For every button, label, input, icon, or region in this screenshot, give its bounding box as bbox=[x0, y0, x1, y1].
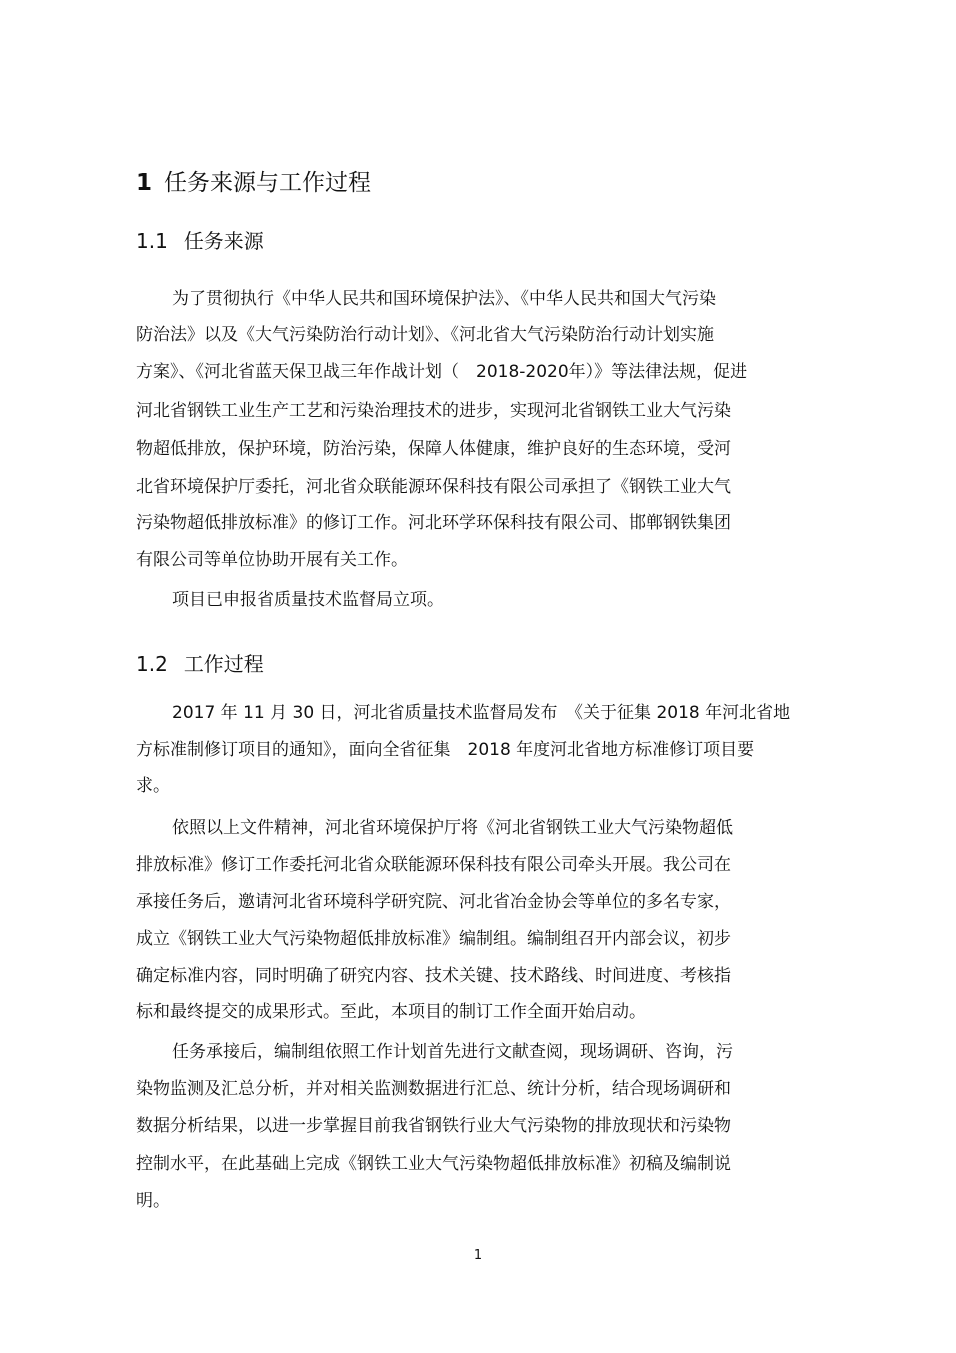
paragraph-line: 求。 bbox=[136, 776, 170, 796]
paragraph-line: 承接任务后，邀请河北省环境科学研究院、河北省冶金协会等单位的多名专家， bbox=[136, 892, 731, 912]
paragraph-line: 排放标准》修订工作委托河北省众联能源环保科技有限公司牵头开展。我公司在 bbox=[136, 855, 731, 875]
paragraph-line: 方案》、《河北省蓝天保卫战三年作战计划（ 2018-2020年）》等法律法规，促进 bbox=[136, 362, 748, 382]
heading-1-1-number: 1.1 bbox=[136, 229, 168, 253]
heading-1 bbox=[136, 168, 371, 198]
paragraph-line: 染物监测及汇总分析，并对相关监测数据进行汇总、统计分析，结合现场调研和 bbox=[136, 1079, 731, 1099]
paragraph-line: 物超低排放，保护环境，防治污染，保障人体健康，维护良好的生态环境，受河 bbox=[136, 439, 731, 459]
page-number: 1 bbox=[473, 1248, 483, 1263]
heading-1-title: 任务来源与工作过程 bbox=[164, 170, 372, 196]
paragraph-line: 数据分析结果，以进一步掌握目前我省钢铁行业大气污染物的排放现状和污染物 bbox=[136, 1116, 731, 1136]
paragraph-line: 标和最终提交的成果形式。至此，本项目的制订工作全面开始启动。 bbox=[136, 1002, 646, 1022]
paragraph-line: 2017 年 11 月 30 日，河北省质量技术监督局发布 《关于征集 2018 年河北省地 bbox=[172, 703, 791, 723]
heading-1-number: 1 bbox=[136, 170, 153, 196]
paragraph-line: 项目已申报省质量技术监督局立项。 bbox=[172, 590, 444, 610]
heading-1-1-title: 任务来源 bbox=[183, 229, 264, 253]
paragraph-line: 河北省钢铁工业生产工艺和污染治理技术的进步，实现河北省钢铁工业大气污染 bbox=[136, 401, 731, 421]
heading-1-2-title: 工作过程 bbox=[183, 652, 264, 676]
paragraph-line: 确定标准内容，同时明确了研究内容、技术关键、技术路线、时间进度、考核指 bbox=[136, 966, 731, 986]
paragraph-line: 方标准制修订项目的通知》，面向全省征集 2018 年度河北省地方标准修订项目要 bbox=[136, 740, 755, 760]
paragraph-line: 有限公司等单位协助开展有关工作。 bbox=[136, 550, 408, 570]
paragraph-line: 防治法》以及《大气污染防治行动计划》、《河北省大气污染防治行动计划实施 bbox=[136, 325, 714, 345]
paragraph-line: 成立《钢铁工业大气污染物超低排放标准》编制组。编制组召开内部会议，初步 bbox=[136, 929, 731, 949]
paragraph-line: 依照以上文件精神，河北省环境保护厅将《河北省钢铁工业大气污染物超低 bbox=[172, 818, 733, 838]
paragraph-line: 任务承接后，编制组依照工作计划首先进行文献查阅，现场调研、咨询，污 bbox=[172, 1042, 733, 1062]
paragraph-line: 明。 bbox=[136, 1191, 170, 1211]
paragraph-line: 北省环境保护厅委托，河北省众联能源环保科技有限公司承担了《钢铁工业大气 bbox=[136, 477, 731, 497]
heading-1-2-number: 1.2 bbox=[136, 652, 168, 676]
paragraph-line: 污染物超低排放标准》的修订工作。河北环学环保科技有限公司、邯郸钢铁集团 bbox=[136, 513, 731, 533]
heading-1-1 bbox=[136, 227, 264, 255]
paragraph-line: 控制水平，在此基础上完成《钢铁工业大气污染物超低排放标准》初稿及编制说 bbox=[136, 1154, 731, 1174]
heading-1-2 bbox=[136, 650, 264, 678]
paragraph-line: 为了贯彻执行《中华人民共和国环境保护法》、《中华人民共和国大气污染 bbox=[172, 289, 716, 309]
